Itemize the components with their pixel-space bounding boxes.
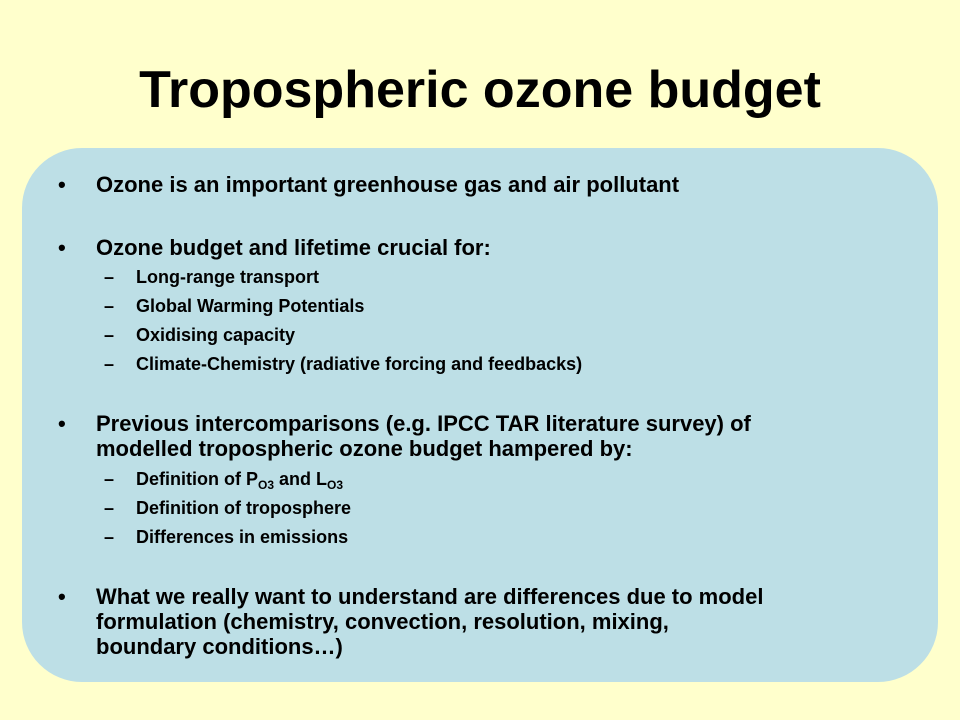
- bullet-marker: •: [58, 235, 66, 260]
- bullet-text-line: boundary conditions…): [96, 634, 343, 659]
- sub-text-part: and L: [274, 469, 327, 489]
- sub-item: [104, 295, 904, 317]
- sub-marker: –: [104, 296, 115, 316]
- sub-marker: –: [104, 469, 115, 489]
- sub-item: [104, 353, 904, 375]
- bullet-marker: •: [58, 584, 66, 609]
- sub-text: Climate-Chemistry (radiative forcing and feedbacks): [136, 354, 583, 374]
- sub-item: [104, 324, 904, 346]
- sub-text: Long-range transport: [136, 267, 319, 287]
- subscript-l: O3: [327, 478, 344, 492]
- sub-text: Global Warming Potentials: [136, 296, 365, 316]
- bullet-text-line: modelled tropospheric ozone budget hampered by:: [96, 436, 633, 461]
- bullet-marker: •: [58, 172, 66, 197]
- sub-item: [104, 468, 904, 490]
- bullet-marker: •: [58, 411, 66, 436]
- sub-text: Oxidising capacity: [136, 325, 296, 345]
- sub-item: [104, 266, 904, 288]
- bullet-text: [96, 411, 918, 461]
- sub-marker: –: [104, 325, 115, 345]
- bullet-item: [58, 411, 918, 461]
- sub-text: [136, 468, 904, 490]
- bullet-item: [58, 584, 918, 659]
- bullet-text-line: Previous intercomparisons (e.g. IPCC TAR literature survey) of: [96, 411, 751, 436]
- sub-text: Differences in emissions: [136, 527, 349, 547]
- sub-item: [104, 526, 904, 548]
- bullet-text: Ozone is an important greenhouse gas and air pollutant: [96, 172, 680, 197]
- sub-item: [104, 497, 904, 519]
- sub-text-part: Definition of P: [136, 469, 258, 489]
- bullet-item: [58, 235, 918, 260]
- sub-text: Definition of troposphere: [136, 498, 351, 518]
- bullet-text: [96, 584, 918, 659]
- bullet-item: [58, 172, 918, 197]
- sub-marker: –: [104, 498, 115, 518]
- bullet-text: Ozone budget and lifetime crucial for:: [96, 235, 491, 260]
- sub-marker: –: [104, 267, 115, 287]
- bullet-text-line: What we really want to understand are differences due to model: [96, 584, 764, 609]
- bullet-text-line: formulation (chemistry, convection, resolution, mixing,: [96, 609, 669, 634]
- sub-marker: –: [104, 527, 115, 547]
- slide-title: Tropospheric ozone budget: [139, 61, 821, 119]
- sub-marker: –: [104, 354, 115, 374]
- subscript-p: O3: [257, 478, 274, 492]
